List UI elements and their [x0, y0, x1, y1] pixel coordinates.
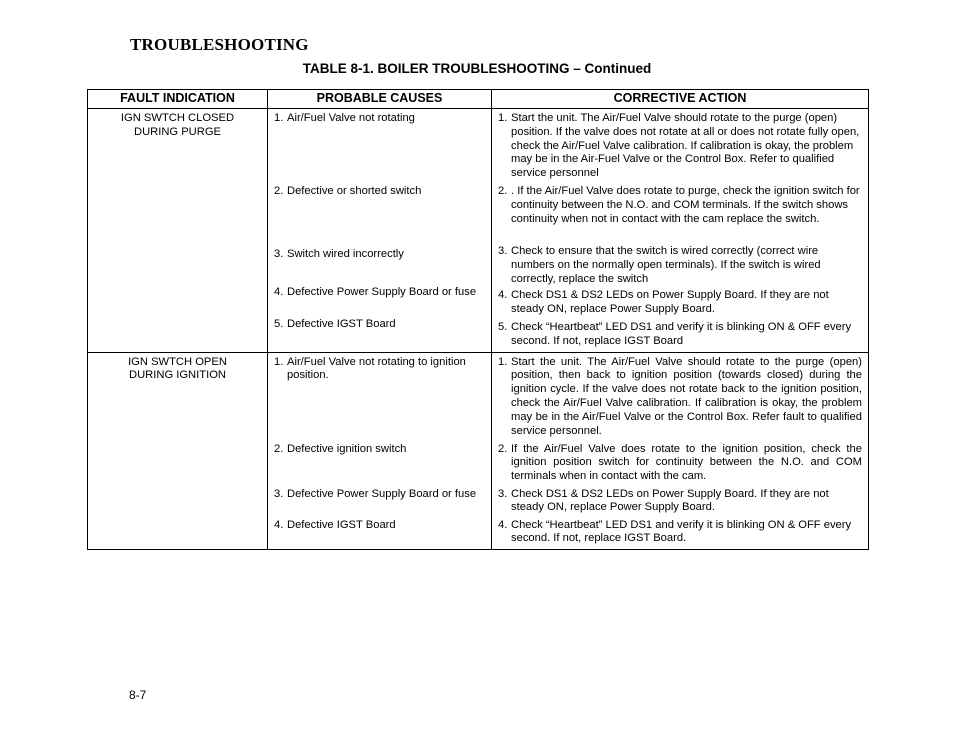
- fault-text: IGN SWTCH CLOSED DURING PURGE: [120, 112, 235, 138]
- cause-item: [274, 356, 485, 443]
- table-row: [88, 109, 869, 353]
- action-text: Start the unit. The Air/Fuel Valve should rotate to the purge (open) position, then back to ignition position (towards closed) during the ignition cycle. If the valve does not rotate back to the ignition position, check the Air/Fuel Valve calibration. If calibration is okay, the problem may be in the Air/Fuel Valve or the Control Box. Refer fault to qualified service personnel.: [511, 355, 862, 437]
- cause-item: [274, 112, 485, 185]
- action-text: Check DS1 & DS2 LEDs on Power Supply Board. If they are not steady ON, replace Power Supply Board.: [511, 487, 829, 514]
- cause-text: Defective IGST Board: [287, 318, 396, 330]
- troubleshooting-table: [87, 89, 869, 550]
- action-text: Check “Heartbeat” LED DS1 and verify it is blinking ON & OFF every second. If not, replace IGST Board: [511, 321, 852, 347]
- action-item: [498, 321, 862, 349]
- probable-causes-cell: [268, 109, 492, 353]
- cause-text: Air/Fuel Valve not rotating to ignition position.: [287, 355, 466, 382]
- action-number: 2.: [498, 442, 508, 455]
- cause-number: 5.: [274, 318, 284, 330]
- cause-text: Defective Power Supply Board or fuse: [287, 286, 477, 298]
- cause-item: [274, 286, 485, 318]
- cause-text: Defective ignition switch: [287, 442, 407, 455]
- probable-causes-cell: [268, 352, 492, 550]
- action-number: 1.: [498, 112, 508, 124]
- cause-text: Air/Fuel Valve not rotating: [287, 112, 415, 124]
- cause-text: Defective Power Supply Board or fuse: [287, 487, 477, 500]
- cause-item: [274, 443, 485, 488]
- corrective-action-cell: [492, 352, 869, 550]
- corrective-action-cell: [492, 109, 869, 353]
- table-title: TABLE 8-1. BOILER TROUBLESHOOTING – Continued: [302, 61, 652, 76]
- action-number: 5.: [498, 321, 508, 333]
- cause-item: [274, 246, 485, 286]
- table-header-row: [88, 90, 869, 109]
- section-title: TROUBLESHOOTING: [130, 35, 309, 54]
- action-text: If the Air/Fuel Valve does rotate to the ignition position, check the ignition position switch for continuity between the N.O. and COM terminals when in contact with the cam.: [511, 442, 862, 483]
- header-probable-causes: PROBABLE CAUSES: [268, 90, 492, 109]
- cause-number: 3.: [274, 248, 284, 260]
- header-fault-indication: FAULT INDICATION: [88, 90, 268, 109]
- action-text: Check DS1 & DS2 LEDs on Power Supply Board. If they are not steady ON, replace Power Supply Board.: [511, 289, 829, 315]
- cause-text: Switch wired incorrectly: [287, 248, 404, 260]
- page-number: 8-7: [129, 688, 147, 702]
- cause-item: [274, 519, 485, 533]
- action-text: Start the unit. The Air/Fuel Valve should rotate to the purge (open) position. If the valve does not rotate at all or does not rotate fully open, check the Air/Fuel Valve calibration. If calibration is okay, the problem may be in the Air-Fuel Valve or the Control Box. Refer to qualified service personnel: [511, 112, 860, 180]
- action-text: . If the Air/Fuel Valve does rotate to purge, check the ignition switch for continuity between the N.O. and COM terminals. If the switch shows continuity when not in contact with the cam replace the switch.: [511, 185, 860, 225]
- fault-text: IGN SWTCH OPEN DURING IGNITION: [128, 355, 227, 382]
- cause-number: 1.: [274, 112, 284, 124]
- table-row: [88, 352, 869, 550]
- cause-number: 1.: [274, 355, 284, 368]
- cause-number: 3.: [274, 487, 284, 500]
- action-number: 2.: [498, 185, 508, 197]
- action-item: [498, 356, 862, 443]
- fault-indication-cell: [88, 352, 268, 550]
- action-number: 3.: [498, 487, 508, 500]
- action-item: [498, 245, 862, 289]
- action-item: [498, 519, 862, 547]
- action-item: [498, 112, 862, 185]
- action-item: [498, 289, 862, 321]
- cause-number: 4.: [274, 286, 284, 298]
- cause-item: [274, 488, 485, 519]
- cause-number: 2.: [274, 442, 284, 455]
- action-text: Check to ensure that the switch is wired correctly (correct wire numbers on the normally open terminals). If the switch is wired correctly, replace the switch: [511, 245, 821, 285]
- action-item: [498, 185, 862, 245]
- action-number: 3.: [498, 245, 508, 257]
- header-corrective-action: CORRECTIVE ACTION: [492, 90, 869, 109]
- action-number: 4.: [498, 289, 508, 301]
- action-text: Check “Heartbeat” LED DS1 and verify it is blinking ON & OFF every second. If not, replace IGST Board.: [511, 518, 852, 545]
- action-item: [498, 488, 862, 519]
- cause-number: 4.: [274, 518, 284, 531]
- action-item: [498, 443, 862, 488]
- cause-item: [274, 185, 485, 246]
- cause-text: Defective or shorted switch: [287, 185, 422, 197]
- cause-text: Defective IGST Board: [287, 518, 396, 531]
- action-number: 4.: [498, 518, 508, 531]
- fault-indication-cell: [88, 109, 268, 353]
- cause-item: [274, 318, 485, 332]
- cause-number: 2.: [274, 185, 284, 197]
- action-number: 1.: [498, 355, 508, 368]
